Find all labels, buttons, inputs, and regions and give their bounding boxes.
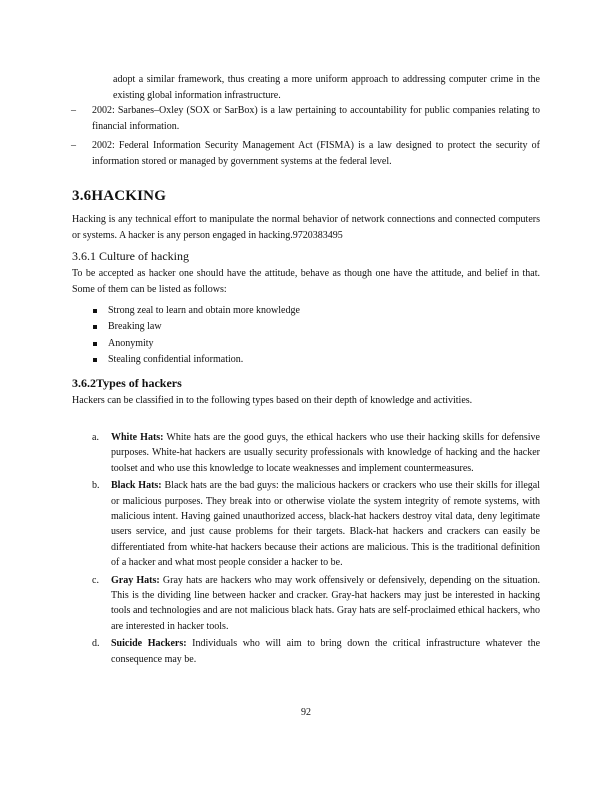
hacker-types-list	[92, 430, 540, 667]
hacking-paragraph: Hacking is any technical effort to manipulate the normal behavior of network connections and connected computers or systems. A hacker is any person engaged in hacking.9720383495	[72, 214, 540, 241]
list-item-text: 2002: Sarbanes–Oxley (SOX or SarBox) is a law pertaining to accountability for public companies relating to financial information.	[92, 105, 540, 132]
list-item	[92, 478, 540, 570]
culture-paragraph: To be accepted as hacker one should have the attitude, behave as though one have the attitude, and belief in that. Some of them can be listed as follows:	[72, 268, 540, 295]
list-marker: d.	[92, 638, 100, 650]
list-marker: b.	[92, 480, 100, 492]
list-item-text: 2002: Federal Information Security Management Act (FISMA) is a law designed to protect the security of information stored or managed by government systems at the federal level.	[92, 140, 540, 167]
list-item: Anonymity	[92, 336, 300, 352]
list-item	[71, 103, 540, 134]
list-item: Stealing confidential information.	[92, 352, 300, 368]
types-paragraph: Hackers can be classified in to the following types based on their depth of knowledge and activities.	[72, 395, 473, 406]
page-number: 92	[301, 707, 311, 718]
list-marker: c.	[92, 574, 99, 586]
list-item	[92, 430, 540, 476]
definition: White hats are the good guys, the ethical hackers who use their hacking skills for defensive purposes. White-hat hackers are usually security professionals with knowledge of hacking and the hacker toolset and who use this knowledge to locate weaknesses and implement countermeasures.	[111, 432, 540, 474]
list-item: Breaking law	[92, 319, 300, 335]
list-item	[92, 636, 540, 667]
list-item	[71, 138, 540, 169]
list-item: Strong zeal to learn and obtain more knowledge	[92, 303, 300, 319]
list-marker: a.	[92, 432, 99, 443]
dash-marker: –	[71, 105, 76, 116]
term: Black Hats:	[111, 480, 162, 492]
section-heading-hacking: 3.6HACKING	[72, 188, 167, 204]
dash-marker: –	[71, 140, 76, 151]
term: Suicide Hackers:	[111, 638, 187, 650]
definition: Individuals who will aim to bring down the critical infrastructure whatever the consequence may be.	[111, 638, 541, 665]
term: White Hats:	[111, 432, 164, 443]
definition: Black hats are the bad guys: the malicious hackers or crackers who use their skills for illegal or malicious purposes. They break into or otherwise violate the system integrity of remote systems, with malicious intent. Having gained unauthorized access, black-hat hackers destroy vital data, deny legitimate users service, and just cause problems for their targets. Black-hat hackers and crackers can easily be differentiated from white-hat hackers because their actions are malicious. This is the traditional definition of a hacker and what most people consider a hacker to be.	[111, 480, 540, 569]
list-item	[92, 573, 540, 635]
culture-bullet-list	[92, 303, 300, 368]
definition: Gray hats are hackers who may work offensively or defensively, depending on the situation. This is the dividing line between hacker and cracker. Gray-hat hackers may just be interested in hacking tools and technologies and are not malicious black hats. Gray hats are self-proclaimed ethical hackers, who are interested in hacker tools.	[111, 574, 540, 632]
subsection-heading-types: 3.6.2Types of hackers	[72, 376, 182, 390]
term: Gray Hats:	[111, 574, 160, 586]
intro-continuation: adopt a similar framework, thus creating a more uniform approach to addressing computer crime in the existing global information infrastructure.	[113, 74, 540, 101]
subsection-heading-culture: 3.6.1 Culture of hacking	[72, 249, 189, 263]
